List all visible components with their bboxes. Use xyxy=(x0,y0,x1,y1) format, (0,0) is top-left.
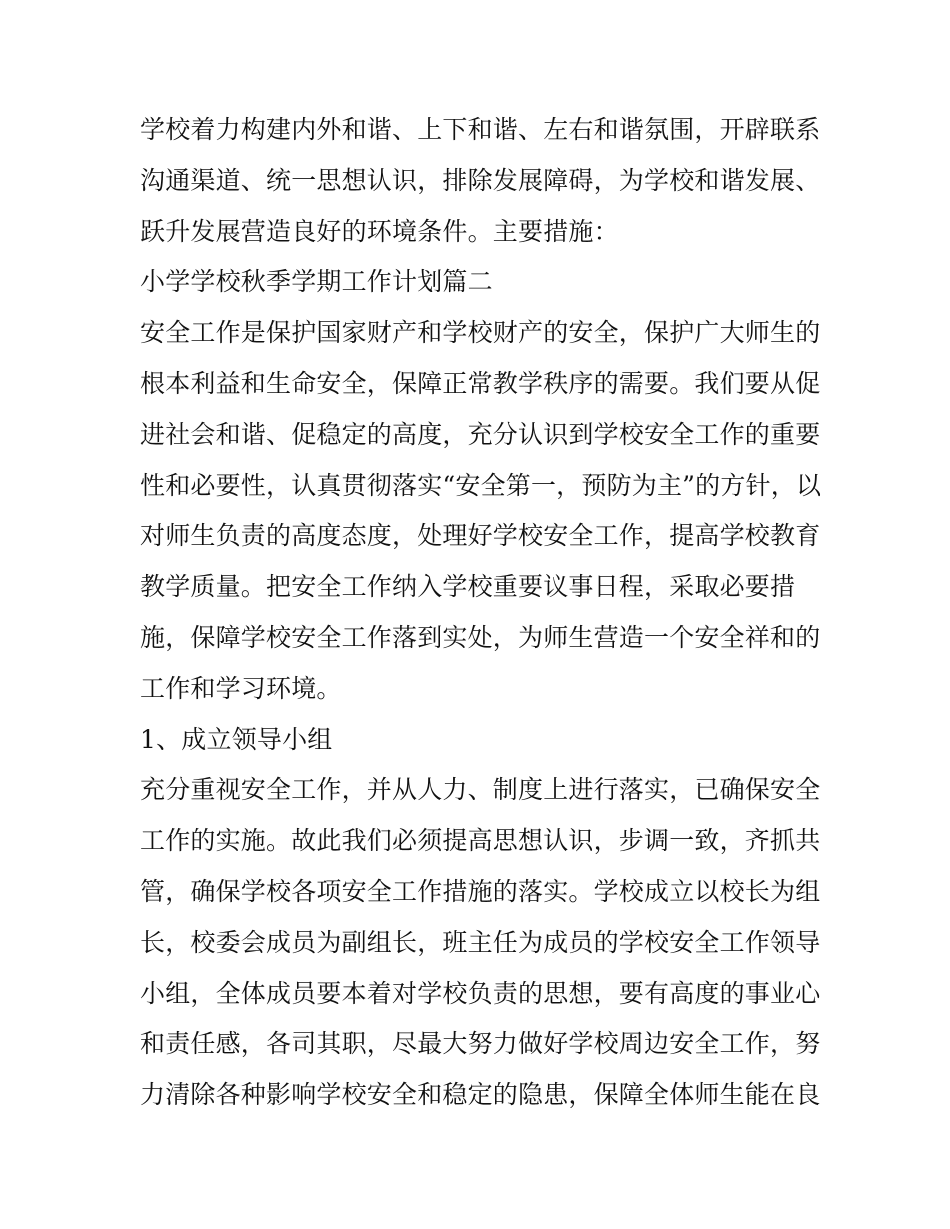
document-body xyxy=(140,105,820,1121)
paragraph-line: 管，确保学校各项安全工作措施的落实。学校成立以校长为组 xyxy=(140,876,821,906)
paragraph-line: 小组，全体成员要本着对学校负责的思想，要有高度的事业心 xyxy=(140,978,821,1008)
paragraph-line: 和责任感，各司其职，尽最大努力做好学校周边安全工作，努 xyxy=(140,1029,821,1059)
paragraph-line: 工作和学习环境。 xyxy=(140,673,342,703)
paragraph-line: 安全工作是保护国家财产和学校财产的安全，保护广大师生的 xyxy=(140,318,821,348)
paragraph-line: 工作的实施。故此我们必须提高思想认识，步调一致，齐抓共 xyxy=(140,826,821,856)
section-heading: 小学学校秋季学期工作计划篇二 xyxy=(140,267,493,297)
paragraph-line: 力清除各种影响学校安全和稳定的隐患，保障全体师生能在良 xyxy=(140,1080,821,1110)
paragraph-line: 性和必要性，认真贯彻落实“安全第一，预防为主”的方针，以 xyxy=(140,470,822,500)
paragraph-line: 充分重视安全工作，并从人力、制度上进行落实，已确保安全 xyxy=(140,775,821,805)
paragraph-line: 长，校委会成员为副组长，班主任为成员的学校安全工作领导 xyxy=(140,927,821,957)
subsection-heading: 1、成立领导小组 xyxy=(140,724,333,754)
paragraph-line: 进社会和谐、促稳定的高度，充分认识到学校安全工作的重要 xyxy=(140,419,821,449)
paragraph-line: 对师生负责的高度态度，处理好学校安全工作，提高学校教育 xyxy=(140,521,821,551)
paragraph-line: 跃升发展营造良好的环境条件。主要措施： xyxy=(140,216,619,246)
paragraph-line: 教学质量。把安全工作纳入学校重要议事日程，采取必要措 xyxy=(140,572,796,602)
paragraph-line: 根本利益和生命安全，保障正常教学秩序的需要。我们要从促 xyxy=(140,368,821,398)
paragraph-line: 沟通渠道、统一思想认识，排除发展障碍，为学校和谐发展、 xyxy=(140,165,821,195)
paragraph-line: 施，保障学校安全工作落到实处，为师生营造一个安全祥和的 xyxy=(140,622,821,652)
paragraph-line: 学校着力构建内外和谐、上下和谐、左右和谐氛围，开辟联系 xyxy=(140,115,821,144)
